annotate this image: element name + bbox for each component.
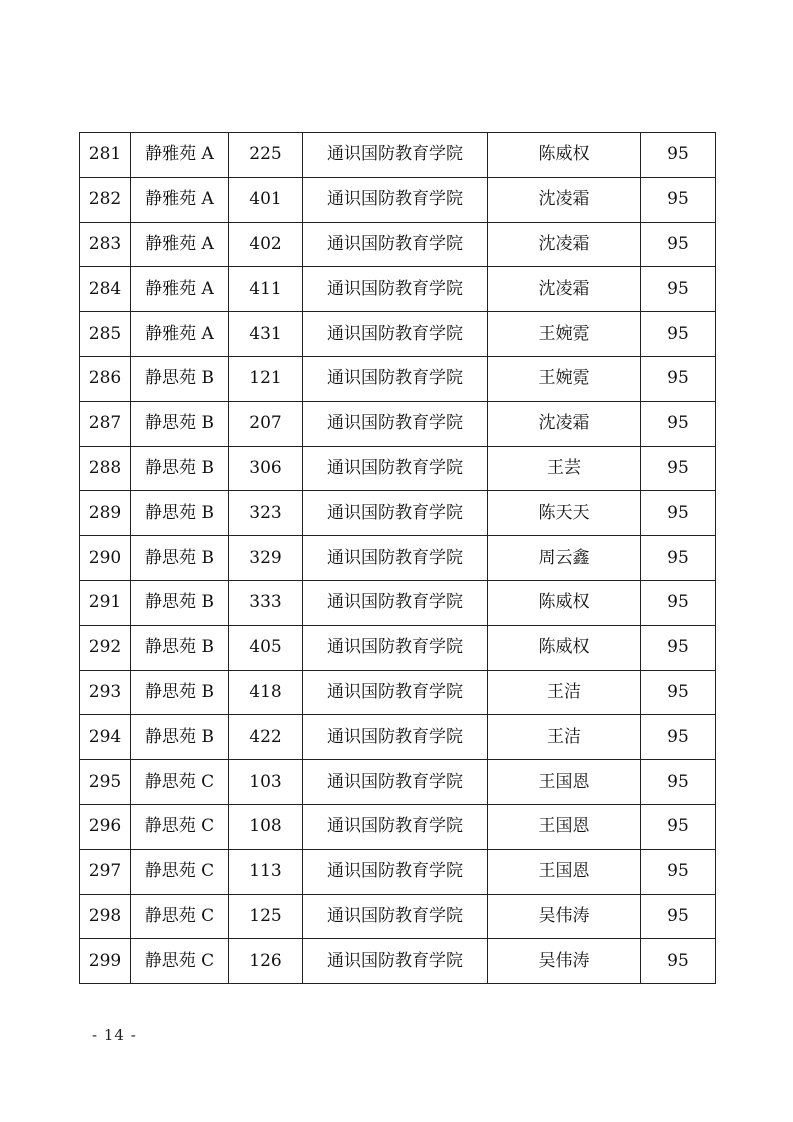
score-cell: 95 — [641, 312, 716, 357]
name-cell: 陈威权 — [488, 133, 641, 178]
row-number-cell: 297 — [80, 849, 131, 894]
score-cell: 95 — [641, 177, 716, 222]
room-number-cell: 113 — [229, 849, 303, 894]
room-number-cell: 329 — [229, 536, 303, 581]
building-cell: 静思苑 C — [131, 760, 229, 805]
name-cell: 吴伟涛 — [488, 894, 641, 939]
row-number-cell: 294 — [80, 715, 131, 760]
building-cell: 静思苑 B — [131, 356, 229, 401]
room-number-cell: 126 — [229, 939, 303, 984]
table-row — [80, 222, 716, 267]
college-cell: 通识国防教育学院 — [303, 222, 488, 267]
college-cell: 通识国防教育学院 — [303, 804, 488, 849]
name-cell: 王洁 — [488, 670, 641, 715]
row-number-cell: 287 — [80, 401, 131, 446]
score-cell: 95 — [641, 625, 716, 670]
name-cell: 沈凌霜 — [488, 222, 641, 267]
building-cell: 静思苑 B — [131, 536, 229, 581]
college-cell: 通识国防教育学院 — [303, 760, 488, 805]
room-number-cell: 422 — [229, 715, 303, 760]
college-cell: 通识国防教育学院 — [303, 536, 488, 581]
building-cell: 静思苑 B — [131, 625, 229, 670]
table-row — [80, 491, 716, 536]
score-cell: 95 — [641, 715, 716, 760]
building-cell: 静思苑 B — [131, 446, 229, 491]
room-number-cell: 405 — [229, 625, 303, 670]
table-row — [80, 715, 716, 760]
name-cell: 陈威权 — [488, 580, 641, 625]
room-number-cell: 121 — [229, 356, 303, 401]
score-cell: 95 — [641, 939, 716, 984]
score-cell: 95 — [641, 267, 716, 312]
table-row — [80, 267, 716, 312]
row-number-cell: 286 — [80, 356, 131, 401]
dormitory-score-table — [79, 132, 716, 984]
table-row — [80, 356, 716, 401]
room-number-cell: 108 — [229, 804, 303, 849]
table-row — [80, 894, 716, 939]
table-row — [80, 446, 716, 491]
room-number-cell: 418 — [229, 670, 303, 715]
score-cell: 95 — [641, 580, 716, 625]
score-cell: 95 — [641, 804, 716, 849]
name-cell: 王婉霓 — [488, 356, 641, 401]
row-number-cell: 281 — [80, 133, 131, 178]
table-row — [80, 312, 716, 357]
score-cell: 95 — [641, 760, 716, 805]
score-cell: 95 — [641, 491, 716, 536]
college-cell: 通识国防教育学院 — [303, 939, 488, 984]
row-number-cell: 299 — [80, 939, 131, 984]
name-cell: 王芸 — [488, 446, 641, 491]
row-number-cell: 288 — [80, 446, 131, 491]
room-number-cell: 411 — [229, 267, 303, 312]
college-cell: 通识国防教育学院 — [303, 894, 488, 939]
building-cell: 静思苑 C — [131, 894, 229, 939]
room-number-cell: 402 — [229, 222, 303, 267]
name-cell: 沈凌霜 — [488, 267, 641, 312]
room-number-cell: 333 — [229, 580, 303, 625]
college-cell: 通识国防教育学院 — [303, 715, 488, 760]
score-cell: 95 — [641, 894, 716, 939]
college-cell: 通识国防教育学院 — [303, 580, 488, 625]
building-cell: 静思苑 B — [131, 670, 229, 715]
name-cell: 沈凌霜 — [488, 177, 641, 222]
score-cell: 95 — [641, 401, 716, 446]
building-cell: 静雅苑 A — [131, 267, 229, 312]
college-cell: 通识国防教育学院 — [303, 312, 488, 357]
building-cell: 静雅苑 A — [131, 177, 229, 222]
building-cell: 静思苑 B — [131, 491, 229, 536]
room-number-cell: 401 — [229, 177, 303, 222]
row-number-cell: 293 — [80, 670, 131, 715]
score-cell: 95 — [641, 222, 716, 267]
name-cell: 陈天天 — [488, 491, 641, 536]
college-cell: 通识国防教育学院 — [303, 670, 488, 715]
score-cell: 95 — [641, 849, 716, 894]
table-row — [80, 536, 716, 581]
college-cell: 通识国防教育学院 — [303, 356, 488, 401]
table-row — [80, 804, 716, 849]
name-cell: 王洁 — [488, 715, 641, 760]
college-cell: 通识国防教育学院 — [303, 267, 488, 312]
college-cell: 通识国防教育学院 — [303, 401, 488, 446]
page-number: - 14 - — [92, 1026, 137, 1044]
name-cell: 王婉霓 — [488, 312, 641, 357]
building-cell: 静思苑 C — [131, 804, 229, 849]
table-row — [80, 625, 716, 670]
row-number-cell: 292 — [80, 625, 131, 670]
row-number-cell: 298 — [80, 894, 131, 939]
building-cell: 静思苑 C — [131, 939, 229, 984]
room-number-cell: 323 — [229, 491, 303, 536]
name-cell: 王国恩 — [488, 760, 641, 805]
college-cell: 通识国防教育学院 — [303, 625, 488, 670]
score-cell: 95 — [641, 356, 716, 401]
college-cell: 通识国防教育学院 — [303, 133, 488, 178]
building-cell: 静雅苑 A — [131, 222, 229, 267]
row-number-cell: 282 — [80, 177, 131, 222]
building-cell: 静思苑 B — [131, 401, 229, 446]
room-number-cell: 125 — [229, 894, 303, 939]
table-row — [80, 760, 716, 805]
building-cell: 静思苑 B — [131, 580, 229, 625]
table-row — [80, 177, 716, 222]
building-cell: 静雅苑 A — [131, 312, 229, 357]
name-cell: 陈威权 — [488, 625, 641, 670]
college-cell: 通识国防教育学院 — [303, 491, 488, 536]
college-cell: 通识国防教育学院 — [303, 849, 488, 894]
room-number-cell: 225 — [229, 133, 303, 178]
room-number-cell: 207 — [229, 401, 303, 446]
row-number-cell: 290 — [80, 536, 131, 581]
table-row — [80, 939, 716, 984]
row-number-cell: 289 — [80, 491, 131, 536]
table-row — [80, 670, 716, 715]
row-number-cell: 295 — [80, 760, 131, 805]
score-cell: 95 — [641, 670, 716, 715]
college-cell: 通识国防教育学院 — [303, 177, 488, 222]
score-cell: 95 — [641, 446, 716, 491]
score-cell: 95 — [641, 133, 716, 178]
name-cell: 王国恩 — [488, 849, 641, 894]
name-cell: 周云鑫 — [488, 536, 641, 581]
table-row — [80, 401, 716, 446]
building-cell: 静雅苑 A — [131, 133, 229, 178]
row-number-cell: 291 — [80, 580, 131, 625]
building-cell: 静思苑 C — [131, 849, 229, 894]
room-number-cell: 103 — [229, 760, 303, 805]
room-number-cell: 431 — [229, 312, 303, 357]
row-number-cell: 296 — [80, 804, 131, 849]
row-number-cell: 283 — [80, 222, 131, 267]
row-number-cell: 285 — [80, 312, 131, 357]
name-cell: 王国恩 — [488, 804, 641, 849]
building-cell: 静思苑 B — [131, 715, 229, 760]
table-row — [80, 133, 716, 178]
name-cell: 吴伟涛 — [488, 939, 641, 984]
row-number-cell: 284 — [80, 267, 131, 312]
room-number-cell: 306 — [229, 446, 303, 491]
table-row — [80, 849, 716, 894]
table-body — [80, 133, 716, 984]
college-cell: 通识国防教育学院 — [303, 446, 488, 491]
score-cell: 95 — [641, 536, 716, 581]
name-cell: 沈凌霜 — [488, 401, 641, 446]
table-row — [80, 580, 716, 625]
